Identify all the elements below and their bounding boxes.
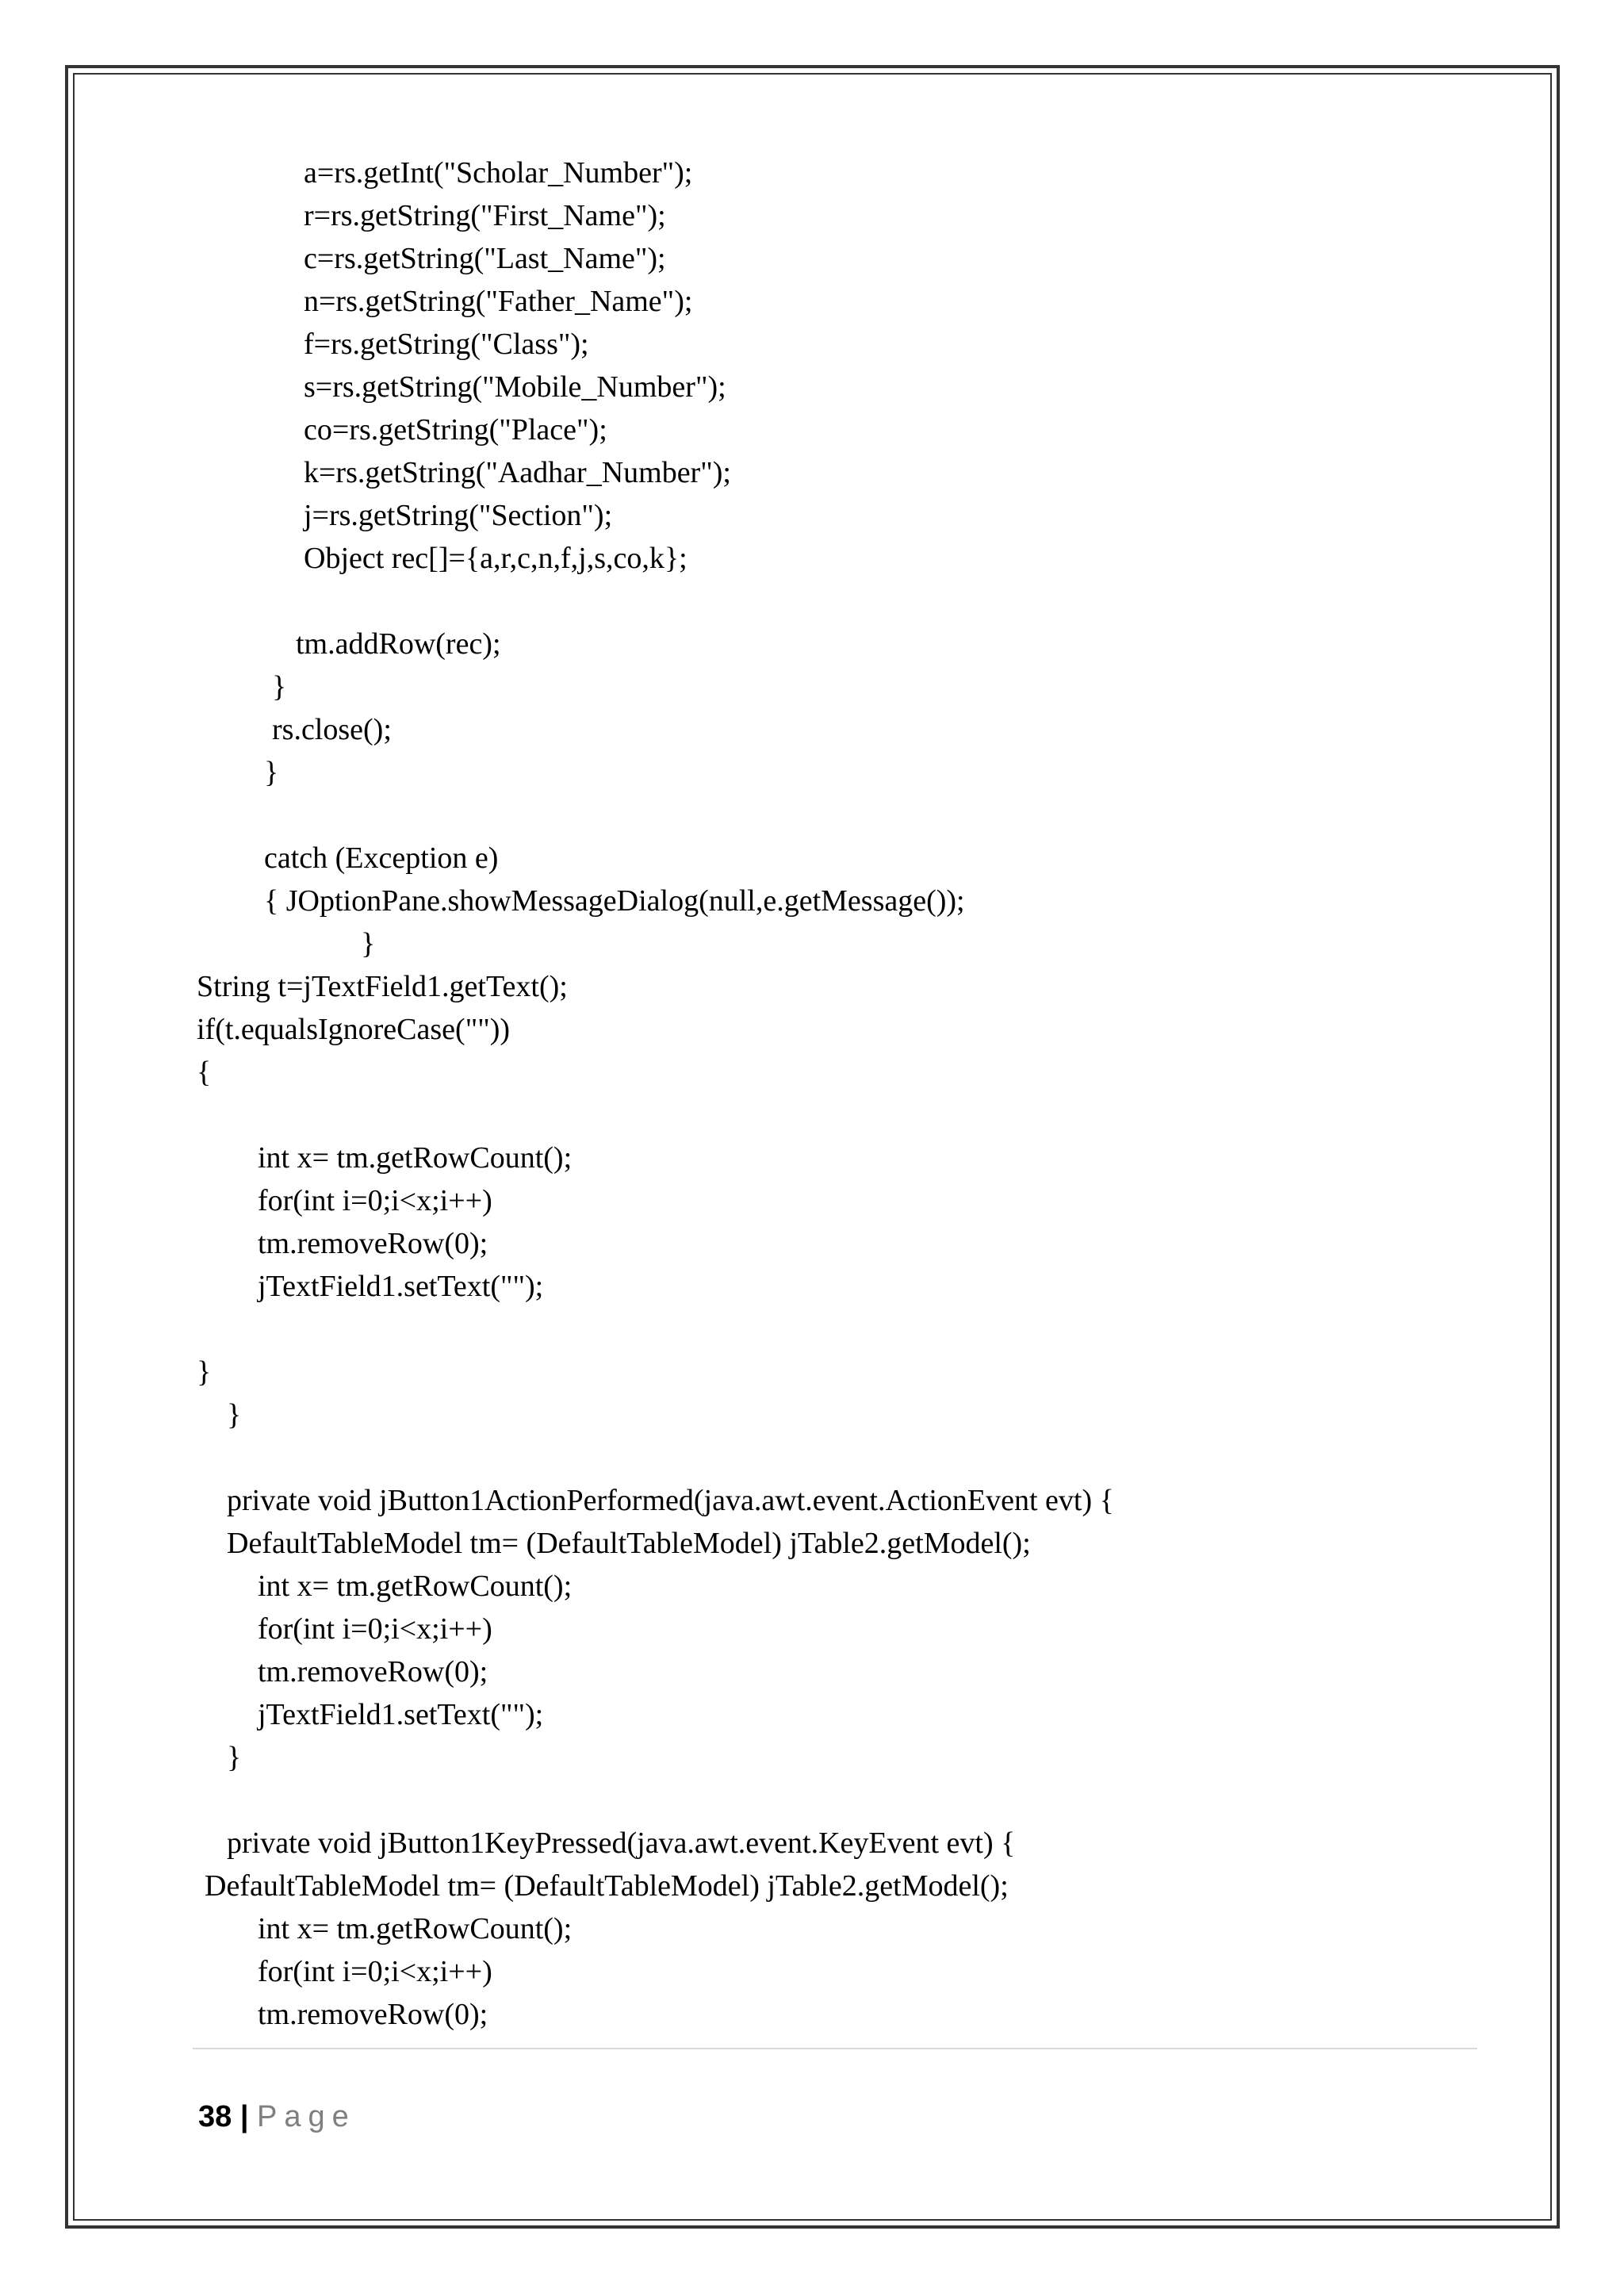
code-line: tm.addRow(rec); xyxy=(296,627,501,661)
code-line: String t=jTextField1.getText(); xyxy=(197,970,568,1003)
code-line: jTextField1.setText(""); xyxy=(258,1270,544,1303)
code-line: } xyxy=(197,1355,212,1389)
code-line: for(int i=0;i<x;i++) xyxy=(258,1955,492,1988)
code-line: j=rs.getString("Section"); xyxy=(304,499,613,532)
page-label: Page xyxy=(257,2100,356,2133)
code-line: if(t.equalsIgnoreCase("")) xyxy=(197,1013,511,1046)
code-line: } xyxy=(227,1741,242,1774)
code-line: jTextField1.setText(""); xyxy=(258,1698,544,1731)
code-line: tm.removeRow(0); xyxy=(258,1655,488,1688)
page-number: 38 xyxy=(198,2100,232,2133)
code-line: s=rs.getString("Mobile_Number"); xyxy=(304,370,726,404)
code-line: for(int i=0;i<x;i++) xyxy=(258,1612,492,1646)
code-line: for(int i=0;i<x;i++) xyxy=(258,1184,492,1217)
page-footer xyxy=(198,2099,356,2135)
code-line: int x= tm.getRowCount(); xyxy=(258,1570,573,1603)
code-line: private void jButton1ActionPerformed(java.awt.event.ActionEvent evt) { xyxy=(227,1484,1114,1517)
code-line: Object rec[]={a,r,c,n,f,j,s,co,k}; xyxy=(304,542,688,575)
code-line: } xyxy=(227,1398,242,1432)
code-line: { JOptionPane.showMessageDialog(null,e.getMessage()); xyxy=(264,884,965,918)
code-line: } xyxy=(272,670,287,703)
code-line: int x= tm.getRowCount(); xyxy=(258,1912,573,1945)
code-line: int x= tm.getRowCount(); xyxy=(258,1141,573,1175)
code-line: c=rs.getString("Last_Name"); xyxy=(304,242,666,275)
code-line: tm.removeRow(0); xyxy=(258,1227,488,1260)
code-line: } xyxy=(264,756,279,789)
code-line: co=rs.getString("Place"); xyxy=(304,413,607,447)
code-line: r=rs.getString("First_Name"); xyxy=(304,199,666,232)
code-line: k=rs.getString("Aadhar_Number"); xyxy=(304,456,731,489)
code-line: a=rs.getInt("Scholar_Number"); xyxy=(304,156,693,190)
code-line: rs.close(); xyxy=(272,713,392,746)
code-line: DefaultTableModel tm= (DefaultTableModel) jTable2.getModel(); xyxy=(227,1527,1031,1560)
code-line: f=rs.getString("Class"); xyxy=(304,328,589,361)
code-line: { xyxy=(197,1056,212,1089)
code-line: DefaultTableModel tm= (DefaultTableModel) jTable2.getModel(); xyxy=(205,1869,1009,1903)
code-line: catch (Exception e) xyxy=(264,841,499,875)
footer-divider xyxy=(193,2048,1477,2049)
code-line: private void jButton1KeyPressed(java.awt.event.KeyEvent evt) { xyxy=(227,1826,1016,1860)
code-line: tm.removeRow(0); xyxy=(258,1998,488,2031)
code-line: n=rs.getString("Father_Name"); xyxy=(304,285,693,318)
page-separator: | xyxy=(239,2100,249,2133)
code-line: } xyxy=(361,927,376,960)
